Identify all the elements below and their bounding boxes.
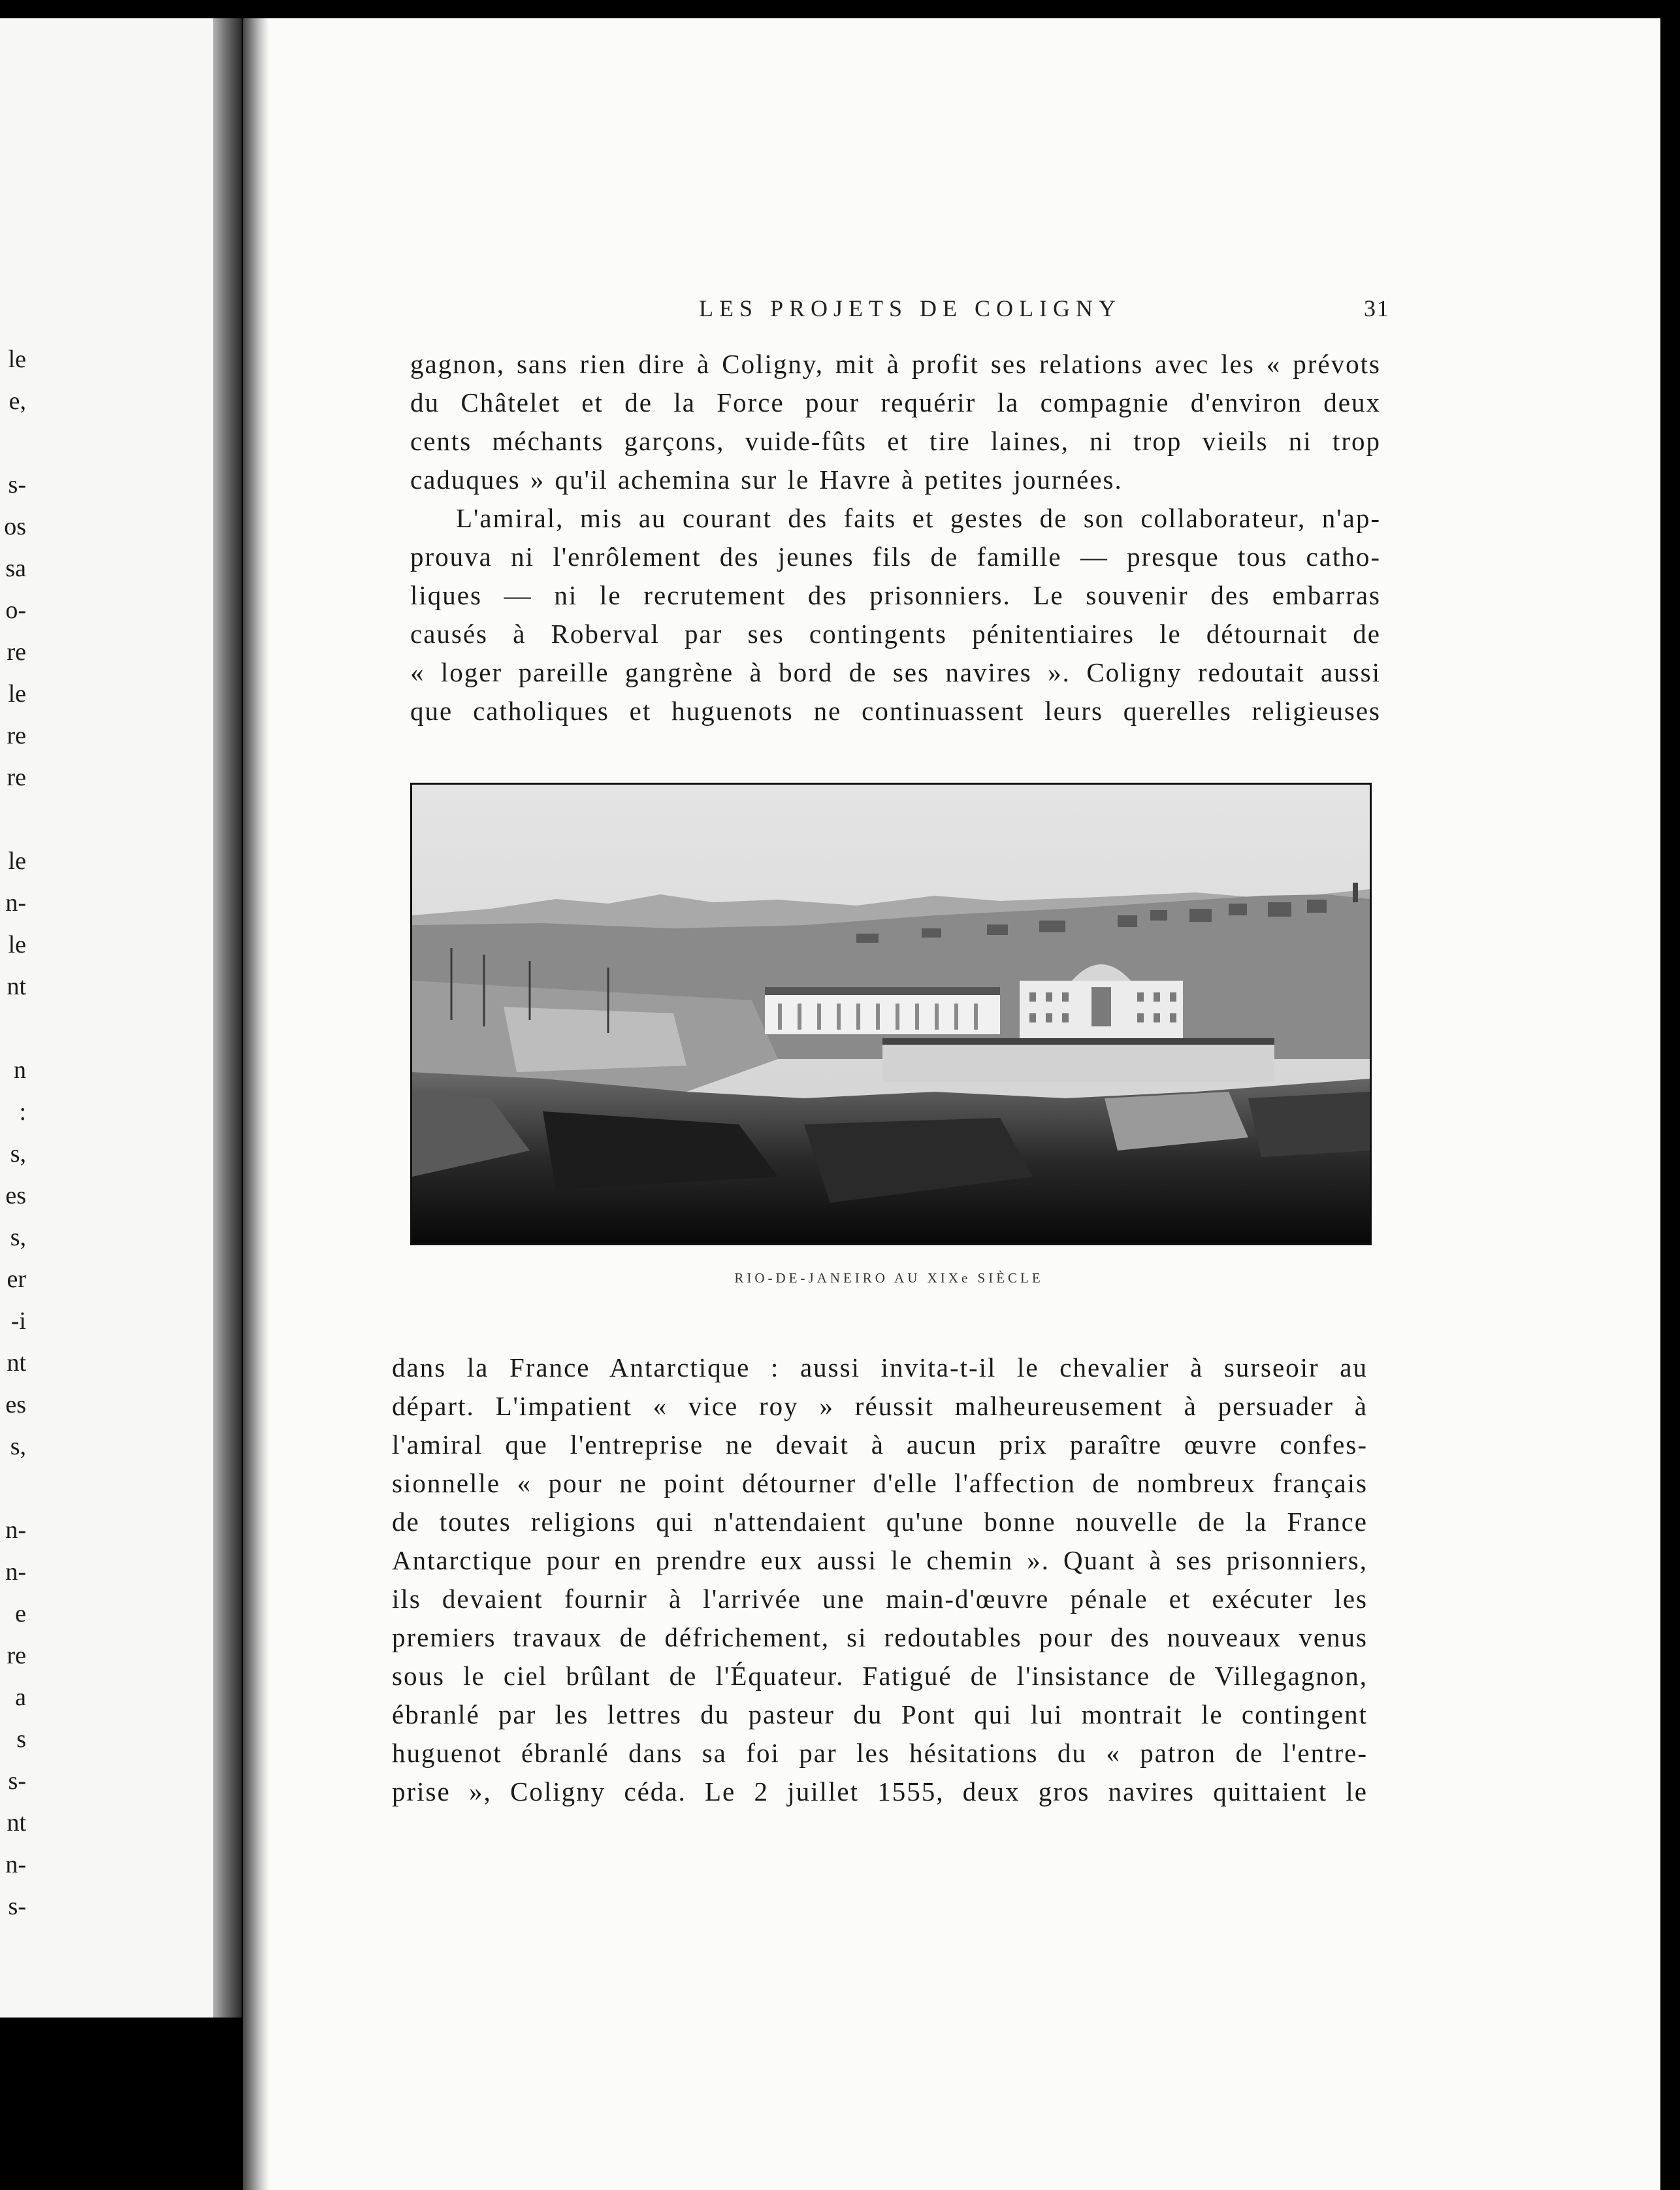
text-line: gagnon, sans rien dire à Coligny, mit à profit ses relations avec les « prévots <box>410 349 1381 379</box>
text-line: L'amiral, mis au courant des faits et gestes de son collaborateur, n'ap- <box>456 503 1381 533</box>
left-page-fragment: re <box>7 1642 26 1669</box>
left-page-fragment: n- <box>5 889 26 917</box>
left-page-fragment <box>0 798 26 840</box>
left-page-fragment: : <box>19 1098 26 1126</box>
figure-caption: RIO-DE-JANEIRO AU XIXe SIÈCLE <box>734 1270 1044 1286</box>
left-page-fragment: e, <box>8 387 26 415</box>
text-line: huguenot ébranlé dans sa foi par les hésitations du « patron de l'entre- <box>392 1738 1368 1768</box>
text-line: premiers travaux de défrichement, si redoutables pour des nouveaux venus <box>392 1622 1368 1652</box>
left-page-fragment: nt <box>7 973 26 1000</box>
left-page-fragment: os <box>4 513 26 540</box>
left-page-fragment: es <box>5 1391 26 1418</box>
left-page-fragment: re <box>7 764 26 791</box>
running-title: LES PROJETS DE COLIGNY <box>699 295 1122 321</box>
left-page-fragment: s <box>16 1725 26 1753</box>
text-line: liques — ni le recrutement des prisonniers. Le souvenir des embarras <box>410 580 1381 610</box>
left-page-fragment <box>0 1007 26 1049</box>
left-page-fragment: re <box>7 722 26 749</box>
left-page-fragment: s- <box>8 471 26 498</box>
left-page-fragment: sa <box>5 555 26 582</box>
left-page-fragment: nt <box>7 1349 26 1377</box>
left-page-fragment: le <box>8 680 26 708</box>
left-page-fragment <box>0 1467 26 1509</box>
left-page-fragment: s, <box>10 1140 26 1168</box>
text-line: ils devaient fournir à l'arrivée une main-d'œuvre pénale et exécuter les <box>392 1584 1368 1614</box>
page-spine-shadow <box>243 18 269 2190</box>
left-page-fragment: e <box>15 1600 26 1627</box>
text-line: cents méchants garçons, vuide-fûts et tire laines, ni trop vieils ni trop <box>410 426 1381 456</box>
left-page-fragment: le <box>8 931 26 958</box>
text-line: départ. L'impatient « vice roy » réussit malheureusement à persuader à <box>392 1391 1368 1421</box>
text-line: caduques » qu'il achemina sur le Havre à petites journées. <box>410 465 1123 495</box>
text-line: de toutes religions qui n'attendaient qu'une bonne nouvelle de la France <box>392 1507 1368 1537</box>
page-number: 31 <box>1364 295 1390 321</box>
left-page-fragment: s, <box>10 1433 26 1460</box>
text-line: causés à Roberval par ses contingents pénitentiaires le détournait de <box>410 619 1381 649</box>
text-line: Antarctique pour en prendre eux aussi le chemin ». Quant à ses prisonniers, <box>392 1545 1368 1575</box>
left-page-fragment: re <box>7 638 26 666</box>
text-line: du Châtelet et de la Force pour requérir la compagnie d'environ deux <box>410 387 1381 417</box>
left-page-fragment: le <box>8 847 26 875</box>
left-facing-page <box>0 18 230 2018</box>
left-page-fragment: nt <box>7 1809 26 1837</box>
text-line: que catholiques et huguenots ne continuassent leurs querelles religieuses <box>410 696 1381 726</box>
gutter-shadow <box>213 18 242 2018</box>
left-page-fragment: n- <box>5 1558 26 1586</box>
text-line: ébranlé par les lettres du pasteur du Pont qui lui montrait le contingent <box>392 1699 1368 1729</box>
text-line: prouva ni l'enrôlement des jeunes fils de famille — presque tous catho- <box>410 542 1381 572</box>
left-page-fragment: s- <box>8 1893 26 1920</box>
text-block-bottom <box>392 1348 1368 1811</box>
page-header <box>461 286 1402 331</box>
left-page-fragment: n- <box>5 1516 26 1544</box>
left-page-fragment: s- <box>8 1767 26 1795</box>
left-page-fragment: s, <box>10 1224 26 1251</box>
text-line: sionnelle « pour ne point détourner d'elle l'affection de nombreux français <box>392 1468 1368 1498</box>
left-page-fragment: -i <box>10 1307 26 1335</box>
left-page-fragment: le <box>8 346 26 373</box>
left-page-fragment: n <box>14 1056 26 1084</box>
text-line: « loger pareille gangrène à bord de ses navires ». Coligny redoutait aussi <box>410 657 1381 687</box>
photograph-rio-de-janeiro <box>410 783 1372 1245</box>
left-page-fragment: o- <box>5 597 26 624</box>
left-page-fragment: a <box>15 1684 26 1711</box>
text-line: prise », Coligny céda. Le 2 juillet 1555, deux gros navires quittaient le <box>392 1776 1368 1806</box>
left-page-fragment: n- <box>5 1851 26 1878</box>
text-block-top <box>410 345 1381 730</box>
text-line: l'amiral que l'entreprise ne devait à aucun prix paraître œuvre confes- <box>392 1430 1368 1460</box>
text-line: dans la France Antarctique : aussi invita-t-il le chevalier à surseoir au <box>392 1352 1368 1382</box>
text-line: sous le ciel brûlant de l'Équateur. Fatigué de l'insistance de Villegagnon, <box>392 1661 1368 1691</box>
left-page-fragment: er <box>7 1266 26 1293</box>
left-page-fragment <box>0 422 26 464</box>
city-harbor-photo <box>412 785 1370 1243</box>
left-page-fragment: es <box>5 1182 26 1209</box>
left-page-text-fragments <box>0 338 26 1927</box>
